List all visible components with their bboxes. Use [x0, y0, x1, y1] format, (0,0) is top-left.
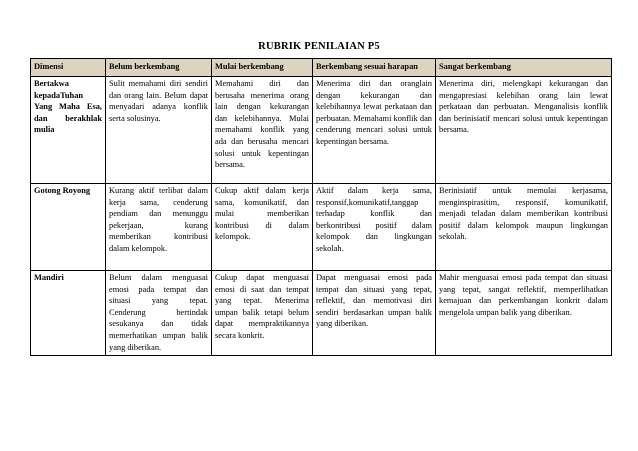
table-header-row — [31, 59, 612, 77]
header-dimensi: Dimensi — [31, 59, 106, 77]
sangat-berkembang-cell: Mahir menguasai emosi pada tempat dan situasi yang tepat, sangat reflektif, memperlihatkan kemajuan dan perkembangan konkrit dalam mengelola umpan balik yang diberikan. — [436, 271, 612, 356]
document-title: RUBRIK PENILAIAN P5 — [258, 41, 380, 52]
sangat-berkembang-cell: Menerima diri, melengkapi kekurangan dan mengapresiasi kelebihan orang lain lewat perkataan dan perbuatan. Menganalisis konflik dan berinisiatif mencari solusi untuk kepentingan bersama. — [436, 77, 612, 184]
header-mulai-berkembang: Mulai berkembang — [212, 59, 313, 77]
berkembang-sesuai-harapan-cell: Menerima diri dan oranglain dengan kekurangan dan kelebihannya lewat perkataan dan perbuatan. Memahami konflik dan cenderung mencari solusi untuk kepentingan bersama. — [313, 77, 436, 184]
mulai-berkembang-cell: Memahami diri dan berusaha menerima orang lain dengan kekurangan dan kelebihannya. Mulai memahami konflik yang ada dan berusaha mencari solusi untuk kepentingan bersama. — [212, 77, 313, 184]
dimension-cell: Gotong Royong — [31, 184, 106, 271]
dimension-cell: Bertakwa kepadaTuhan Yang Maha Esa, dan berakhlak mulia — [31, 77, 106, 184]
table-row — [31, 271, 612, 356]
table-row — [31, 77, 612, 184]
belum-berkembang-cell: Kurang aktif terlibat dalam kerja sama, cenderung pendiam dan menunggu pekerjaan, kurang memberikan kontribusi dalam kelompok. — [106, 184, 212, 271]
mulai-berkembang-cell: Cukup dapat menguasai emosi di saat dan tempat yang tepat. Menerima umpan balik tetapi belum dapat mempraktikannya secara konkrit. — [212, 271, 313, 356]
header-sangat-berkembang: Sangat berkembang — [436, 59, 612, 77]
berkembang-sesuai-harapan-cell: Dapat menguasai emosi pada tempat dan situasi yang tepat, reflektif, dan memotivasi diri sendiri berdasarkan umpan balik yang diberikan. — [313, 271, 436, 356]
berkembang-sesuai-harapan-cell: Aktif dalam kerja sama, responsif,komunikatif,tanggap terhadap konflik dan berkontribusi positif dalam kelompok dan lingkungan sekolah. — [313, 184, 436, 271]
belum-berkembang-cell: Sulit memahami diri sendiri dan orang lain. Belum dapat menyadari adanya konflik serta solusinya. — [106, 77, 212, 184]
rubric-table — [30, 58, 612, 356]
sangat-berkembang-cell: Berinisiatif untuk memulai kerjasama, menginspirasitim, responsif, komunikatif, menjadi teladan dalam memberikan kontribusi positif dalam kelompok maupun lingkungan sekolah. — [436, 184, 612, 271]
dimension-cell: Mandiri — [31, 271, 106, 356]
table-row — [31, 184, 612, 271]
header-berkembang-sesuai-harapan: Berkembang sesuai harapan — [313, 59, 436, 77]
belum-berkembang-cell: Belum dalam menguasai emosi pada tempat dan situasi yang tepat. Cenderung bertindak sesukanya dan tidak memerhatikan umpan balik yang diberikan. — [106, 271, 212, 356]
mulai-berkembang-cell: Cukup aktif dalam kerja sama, komunikatif, dan mulai memberikan kontribusi di dalam kelompok. — [212, 184, 313, 271]
header-belum-berkembang: Belum berkembang — [106, 59, 212, 77]
